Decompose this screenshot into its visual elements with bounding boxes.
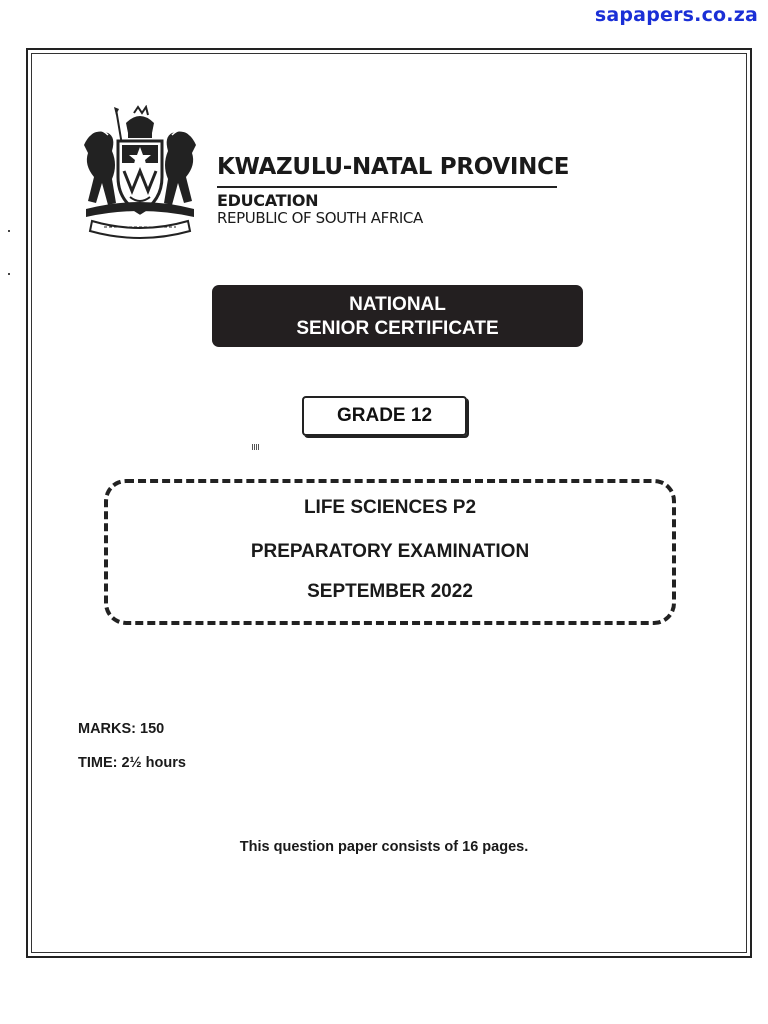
subject-title: LIFE SCIENCES P2 <box>303 497 477 518</box>
page-count-note: This question paper consists of 16 pages. <box>239 839 529 855</box>
department-name: EDUCATION <box>217 191 319 210</box>
province-title: KWAZULU-NATAL PROVINCE <box>217 154 570 180</box>
scan-speck <box>252 444 260 450</box>
title-divider <box>217 186 557 188</box>
watermark-link: sapapers.co.za <box>594 4 758 26</box>
exam-date: SEPTEMBER 2022 <box>307 581 473 602</box>
scan-mark <box>8 273 10 275</box>
banner-line-senior-certificate: SENIOR CERTIFICATE <box>296 318 499 339</box>
marks-total: MARKS: 150 <box>78 721 165 737</box>
exam-type: PREPARATORY EXAMINATION <box>250 541 530 562</box>
scan-mark <box>8 230 10 232</box>
grade-label: GRADE 12 <box>302 396 467 436</box>
coat-of-arms-icon <box>78 105 202 243</box>
country-name: REPUBLIC OF SOUTH AFRICA <box>217 209 423 227</box>
certificate-banner <box>212 285 583 347</box>
banner-line-national: NATIONAL <box>349 294 446 315</box>
time-allowed: TIME: 2½ hours <box>78 755 186 771</box>
